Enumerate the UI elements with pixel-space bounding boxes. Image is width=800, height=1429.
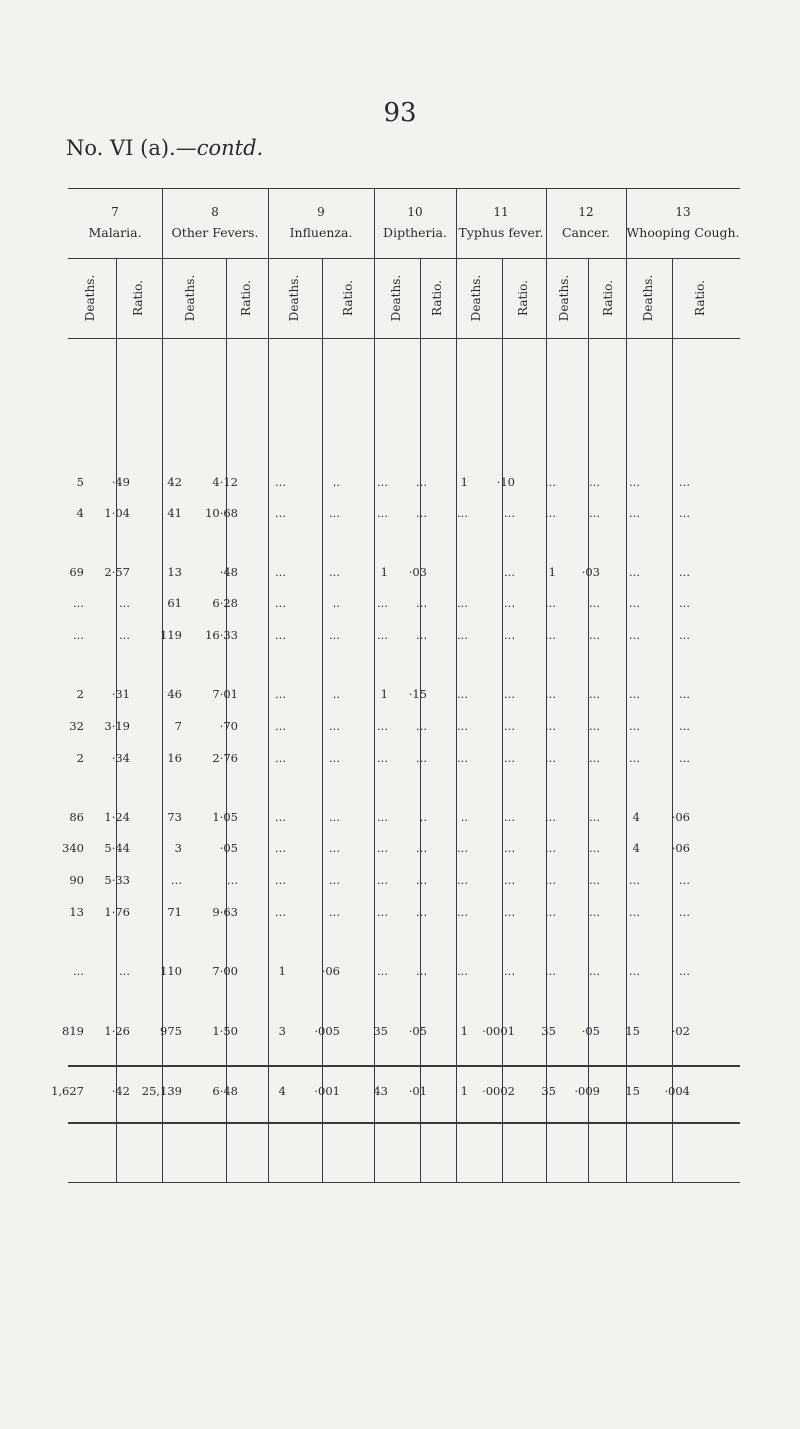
table-cell: ...	[545, 475, 556, 489]
subheader-label: Ratio.	[131, 280, 146, 316]
table-cell: 7·00	[212, 964, 238, 978]
column-number: 7	[111, 205, 119, 219]
table-cell: 1·24	[104, 810, 130, 824]
deaths-subheader	[638, 268, 658, 328]
ratio-subheader	[338, 268, 358, 328]
deaths-subheader	[554, 268, 574, 328]
table-cell: ...	[545, 905, 556, 919]
table-cell: ...	[457, 596, 468, 610]
column-heading: Other Fevers.	[171, 225, 259, 240]
table-cell: ...	[545, 873, 556, 887]
table-cell: 1	[380, 565, 388, 579]
table-cell: ...	[504, 506, 515, 520]
table-cell: ...	[679, 905, 690, 919]
table-cell: ...	[416, 719, 427, 733]
header-top-rule	[68, 188, 740, 189]
column-number: 12	[578, 205, 594, 219]
ratio-subheader	[128, 268, 148, 328]
column-heading: Whooping Cough.	[626, 225, 740, 240]
total-cell: ·05	[408, 1024, 427, 1038]
deaths-subheader	[80, 268, 100, 328]
table-cell: ...	[679, 964, 690, 978]
total-cell: 3	[278, 1024, 286, 1038]
table-cell: ...	[629, 964, 640, 978]
table-cell: ...	[679, 719, 690, 733]
table-cell: ...	[504, 687, 515, 701]
table-cell: ...	[275, 810, 286, 824]
total-cell: ·004	[664, 1084, 690, 1098]
table-cell: ..	[460, 810, 468, 824]
header-bottom-rule	[68, 338, 740, 339]
table-cell: ...	[329, 628, 340, 642]
table-cell: ...	[629, 905, 640, 919]
subheader-label: Ratio.	[601, 280, 616, 316]
column-heading: Influenza.	[289, 225, 353, 240]
table-cell: ·15	[408, 687, 427, 701]
deaths-subheader	[284, 268, 304, 328]
total-cell: ·01	[408, 1084, 427, 1098]
total-rule-lower	[68, 1122, 740, 1124]
table-cell: ...	[377, 596, 388, 610]
total-cell: ·0002	[482, 1084, 515, 1098]
total-cell: 1·50	[212, 1024, 238, 1038]
subheader-label: Deaths.	[183, 274, 197, 322]
table-cell: ...	[275, 475, 286, 489]
table-cell: ...	[275, 506, 286, 520]
table-cell: ...	[504, 810, 515, 824]
total-cell: 35	[541, 1084, 556, 1098]
total-rule-upper	[68, 1065, 740, 1067]
table-cell: ·03	[581, 565, 600, 579]
subheader-label: Ratio.	[516, 280, 531, 316]
table-cell: ...	[679, 475, 690, 489]
table-cell: ...	[545, 628, 556, 642]
table-cell: ...	[416, 841, 427, 855]
column-heading: Typhus fever.	[458, 225, 544, 240]
table-cell: ...	[119, 964, 130, 978]
table-cell: ...	[545, 810, 556, 824]
table-cell: ...	[329, 719, 340, 733]
table-cell: ...	[377, 873, 388, 887]
table-cell: ...	[377, 506, 388, 520]
total-cell: 6·48	[212, 1084, 238, 1098]
table-cell: ...	[629, 687, 640, 701]
table-cell: 2·76	[212, 751, 238, 765]
heading-sub: —contd.	[175, 136, 264, 160]
table-cell: 32	[69, 719, 84, 733]
table-cell: ...	[504, 751, 515, 765]
subheader-label: Deaths.	[287, 274, 301, 322]
subheader-label: Deaths.	[389, 274, 403, 322]
ratio-subheader	[513, 268, 533, 328]
table-cell: 1	[278, 964, 286, 978]
table-cell: ...	[377, 719, 388, 733]
table-cell: 71	[167, 905, 182, 919]
table-cell: ...	[73, 964, 84, 978]
subheader-label: Deaths.	[641, 274, 655, 322]
total-cell: 15	[625, 1024, 640, 1038]
table-cell: 340	[62, 841, 84, 855]
table-cell: ...	[457, 751, 468, 765]
table-cell: 1·76	[104, 905, 130, 919]
table-cell: 13	[69, 905, 84, 919]
total-cell: ·0001	[482, 1024, 515, 1038]
subheader-label: Ratio.	[430, 280, 445, 316]
table-bottom-rule	[68, 1182, 740, 1183]
table-cell: ...	[589, 687, 600, 701]
table-cell: ...	[329, 810, 340, 824]
table-cell: 5	[76, 475, 84, 489]
table-cell: ...	[416, 596, 427, 610]
column-number: 9	[317, 205, 325, 219]
table-cell: ...	[457, 687, 468, 701]
column-number: 11	[493, 205, 509, 219]
table-cell: 2·57	[104, 565, 130, 579]
total-cell: ·009	[574, 1084, 600, 1098]
table-cell: ...	[679, 506, 690, 520]
table-cell: ...	[329, 841, 340, 855]
table-cell: 61	[167, 596, 182, 610]
table-cell: ...	[504, 628, 515, 642]
deaths-subheader	[386, 268, 406, 328]
table-cell: 1	[548, 565, 556, 579]
table-cell: ...	[589, 475, 600, 489]
column-heading: Diptheria.	[383, 225, 447, 240]
total-cell: ·005	[314, 1024, 340, 1038]
total-cell: 975	[160, 1024, 182, 1038]
table-cell: 2	[76, 751, 84, 765]
table-cell: 4	[76, 506, 84, 520]
table-cell: 13	[167, 565, 182, 579]
table-cell: ..	[332, 596, 340, 610]
table-cell: ...	[545, 751, 556, 765]
total-cell: 4	[278, 1084, 286, 1098]
table-cell: ·05	[219, 841, 238, 855]
table-cell: ...	[416, 873, 427, 887]
column-heading: Cancer.	[561, 225, 611, 240]
table-cell: ...	[329, 873, 340, 887]
table-cell: ...	[589, 628, 600, 642]
total-cell: 1	[460, 1084, 468, 1098]
table-cell: 73	[167, 810, 182, 824]
heading-main: No. VI (a).	[66, 136, 176, 160]
total-cell: ·42	[111, 1084, 130, 1098]
table-cell: ...	[679, 687, 690, 701]
table-cell: 90	[69, 873, 84, 887]
table-cell: 16	[167, 751, 182, 765]
column-number: 8	[211, 205, 219, 219]
table-cell: ...	[589, 719, 600, 733]
total-cell: ·001	[314, 1084, 340, 1098]
table-cell: ·70	[219, 719, 238, 733]
page-heading	[66, 136, 263, 160]
table-cell: ...	[275, 596, 286, 610]
table-cell: ·48	[219, 565, 238, 579]
table-cell: ...	[457, 628, 468, 642]
column-heading: Malaria.	[88, 225, 142, 240]
table-cell: ...	[589, 810, 600, 824]
table-cell: ...	[457, 506, 468, 520]
table-cell: ...	[275, 873, 286, 887]
table-cell: ...	[629, 596, 640, 610]
table-cell: 4·12	[212, 475, 238, 489]
total-cell: 1·26	[104, 1024, 130, 1038]
table-cell: ..	[332, 687, 340, 701]
table-cell: ·31	[111, 687, 130, 701]
table-cell: ...	[679, 628, 690, 642]
table-cell: ...	[679, 596, 690, 610]
table-cell: ...	[377, 751, 388, 765]
table-cell: ...	[629, 751, 640, 765]
table-cell: ...	[589, 841, 600, 855]
table-cell: ..	[419, 810, 427, 824]
table-cell: ...	[329, 506, 340, 520]
table-cell: 1·04	[104, 506, 130, 520]
table-cell: 46	[167, 687, 182, 701]
table-cell: ...	[416, 628, 427, 642]
table-cell: 16·33	[205, 628, 238, 642]
table-cell: ...	[545, 841, 556, 855]
table-cell: 6·28	[212, 596, 238, 610]
table-cell: ...	[589, 873, 600, 887]
table-cell: ...	[329, 565, 340, 579]
table-cell: ...	[275, 565, 286, 579]
table-cell: ...	[377, 905, 388, 919]
subheader-label: Deaths.	[83, 274, 97, 322]
table-cell: ...	[171, 873, 182, 887]
table-cell: ...	[629, 475, 640, 489]
total-cell: 819	[62, 1024, 84, 1038]
table-cell: 10·68	[205, 506, 238, 520]
table-cell: 1·05	[212, 810, 238, 824]
table-cell: ...	[416, 751, 427, 765]
header-mid-rule	[68, 258, 740, 259]
table-cell: 3	[174, 841, 182, 855]
table-cell: ...	[275, 751, 286, 765]
ratio-subheader	[690, 268, 710, 328]
column-number: 13	[675, 205, 691, 219]
deaths-subheader	[466, 268, 486, 328]
table-cell: ...	[589, 506, 600, 520]
table-cell: 5·33	[104, 873, 130, 887]
total-cell: ·02	[671, 1024, 690, 1038]
table-cell: 2	[76, 687, 84, 701]
subheader-label: Ratio.	[239, 280, 254, 316]
table-cell: ...	[377, 628, 388, 642]
total-cell: 1	[460, 1024, 468, 1038]
table-cell: ...	[329, 751, 340, 765]
table-cell: ...	[73, 628, 84, 642]
table-cell: ...	[679, 751, 690, 765]
table-cell: ...	[457, 873, 468, 887]
table-cell: ...	[275, 687, 286, 701]
table-cell: 1	[380, 687, 388, 701]
table-cell: ...	[73, 596, 84, 610]
subheader-label: Ratio.	[693, 280, 708, 316]
deaths-subheader	[180, 268, 200, 328]
ratio-subheader	[427, 268, 447, 328]
table-cell: ...	[457, 719, 468, 733]
table-cell: 3·19	[104, 719, 130, 733]
subheader-label: Ratio.	[341, 280, 356, 316]
table-cell: ·03	[408, 565, 427, 579]
table-cell: ...	[545, 719, 556, 733]
table-cell: ...	[589, 964, 600, 978]
ratio-subheader	[598, 268, 618, 328]
table-cell: ..	[332, 475, 340, 489]
table-cell: ...	[629, 506, 640, 520]
table-cell: ...	[416, 475, 427, 489]
table-cell: ...	[119, 596, 130, 610]
table-cell: ·34	[111, 751, 130, 765]
ratio-subheader	[236, 268, 256, 328]
table-cell: 9·63	[212, 905, 238, 919]
table-cell: ...	[504, 841, 515, 855]
table-cell: ...	[589, 751, 600, 765]
table-cell: ...	[416, 506, 427, 520]
table-cell: ...	[679, 873, 690, 887]
table-cell: ...	[416, 964, 427, 978]
table-cell: ...	[457, 841, 468, 855]
table-cell: 69	[69, 565, 84, 579]
table-cell: ...	[275, 905, 286, 919]
table-cell: ...	[504, 596, 515, 610]
table-cell: ...	[377, 475, 388, 489]
table-cell: ...	[416, 905, 427, 919]
table-cell: 5·44	[104, 841, 130, 855]
table-cell: 41	[167, 506, 182, 520]
table-cell: ...	[504, 905, 515, 919]
total-cell: ·05	[581, 1024, 600, 1038]
table-cell: ...	[545, 596, 556, 610]
table-cell: ·10	[496, 475, 515, 489]
column-number: 10	[407, 205, 423, 219]
table-cell: 42	[167, 475, 182, 489]
table-cell: ·06	[671, 841, 690, 855]
total-cell: 15	[625, 1084, 640, 1098]
table-cell: 86	[69, 810, 84, 824]
table-cell: ...	[545, 687, 556, 701]
table-cell: ...	[377, 841, 388, 855]
total-cell: 1,627	[51, 1084, 84, 1098]
table-cell: ...	[504, 873, 515, 887]
table-cell: ·06	[671, 810, 690, 824]
table-cell: ...	[589, 596, 600, 610]
table-cell: ...	[275, 841, 286, 855]
table-cell: 1	[460, 475, 468, 489]
table-cell: ...	[329, 905, 340, 919]
table-cell: ...	[227, 873, 238, 887]
table-cell: ...	[504, 565, 515, 579]
table-cell: ...	[589, 905, 600, 919]
table-cell: ...	[504, 964, 515, 978]
total-cell: 35	[541, 1024, 556, 1038]
table-cell: ·06	[321, 964, 340, 978]
table-cell: ...	[545, 964, 556, 978]
table-cell: ...	[275, 719, 286, 733]
table-cell: ...	[629, 719, 640, 733]
table-cell: ...	[504, 719, 515, 733]
table-cell: ...	[377, 810, 388, 824]
subheader-label: Deaths.	[469, 274, 483, 322]
table-cell: ·49	[111, 475, 130, 489]
table-cell: 7	[174, 719, 182, 733]
subheader-label: Deaths.	[557, 274, 571, 322]
table-cell: 7·01	[212, 687, 238, 701]
table-cell: 4	[632, 841, 640, 855]
table-cell: 110	[160, 964, 182, 978]
table-cell: ...	[679, 565, 690, 579]
table-cell: 4	[632, 810, 640, 824]
page-number: 93	[383, 98, 417, 128]
table-cell: ...	[545, 506, 556, 520]
table-cell: ...	[457, 905, 468, 919]
total-cell: 25,139	[141, 1084, 182, 1098]
total-cell: 35	[373, 1024, 388, 1038]
table-cell: ...	[457, 964, 468, 978]
table-cell: 119	[160, 628, 182, 642]
total-cell: 43	[373, 1084, 388, 1098]
table-cell: ...	[275, 628, 286, 642]
table-cell: ...	[629, 873, 640, 887]
table-cell: ...	[629, 628, 640, 642]
table-cell: ...	[119, 628, 130, 642]
table-cell: ...	[377, 964, 388, 978]
table-cell: ...	[629, 565, 640, 579]
